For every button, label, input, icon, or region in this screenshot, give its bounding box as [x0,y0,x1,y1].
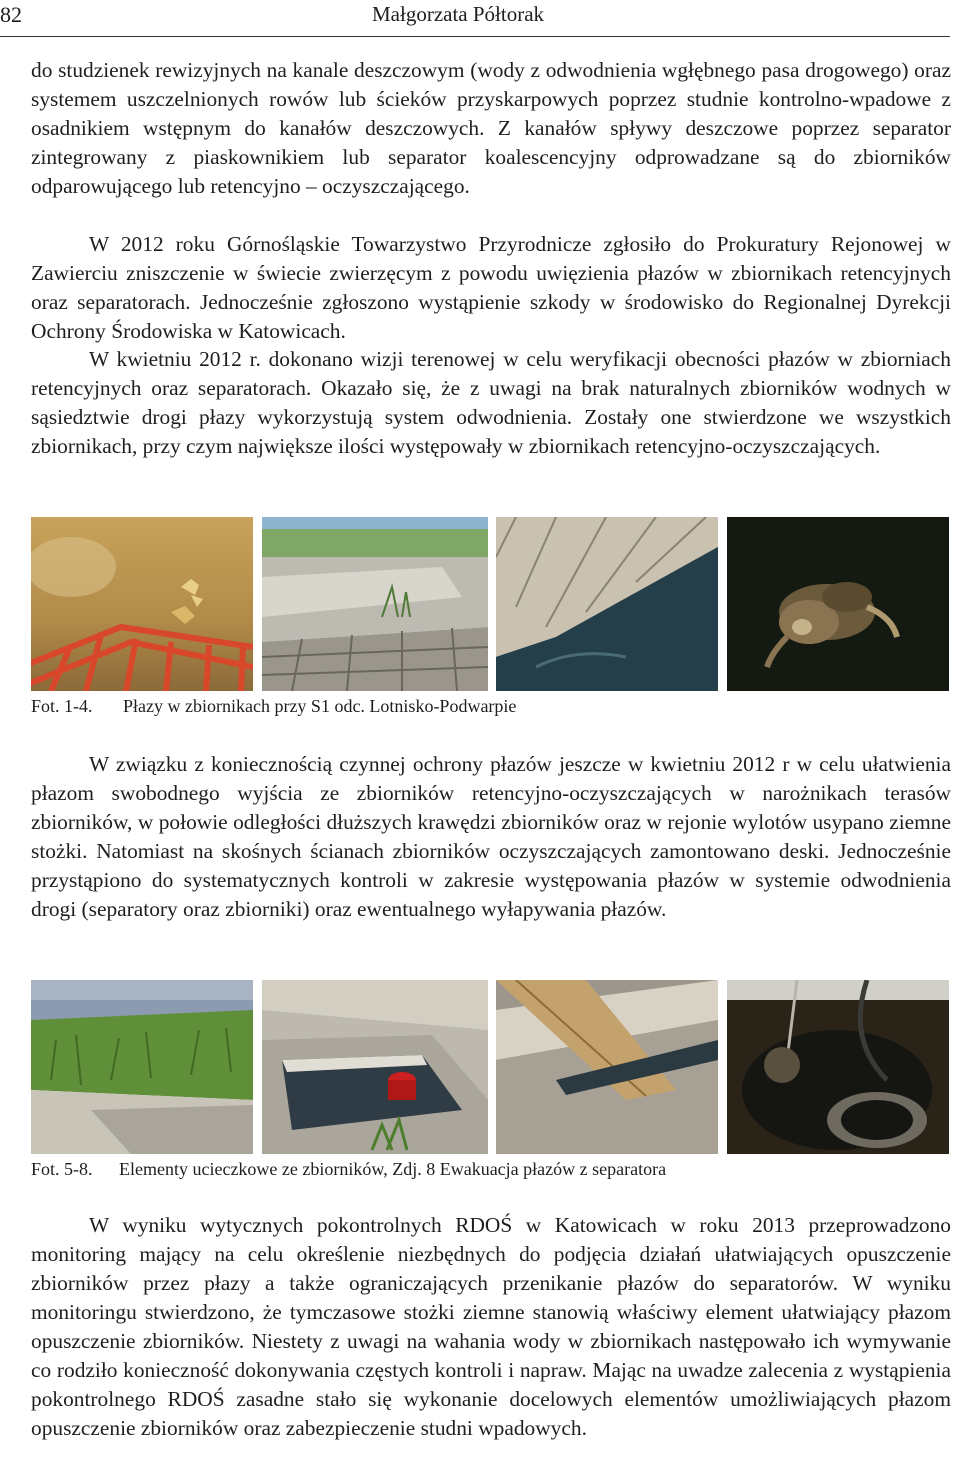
header-rule [0,36,950,37]
photo-8-separator-evacuation [727,980,949,1154]
photo-2-concrete-tank [262,517,488,691]
photo-3-tank-wall-water [496,517,718,691]
paragraph-4: W związku z koniecznością czynnej ochrony płazów jeszcze w kwietniu 2012 r w celu ułatwienia płazom swobodnego wyjścia ze zbiorników retencyjno-oczyszczających w narożnikach terasów zbiorników, w połowie odległości dłuższych krawędzi zbiorników oraz w rejonie wylotów usypano ziemne stożki. Natomiast na skośnych ścianach zbiorników oczyszczających zamontowano deski. Jednocześnie przystąpiono do systematycznych kontroli w zakresie występowania płazów w systemie odwodnienia drogi (separatory oraz zbiorniki) oraz ewentualnego wyłapywania płazów. [31,752,951,921]
page-number: 82 [0,2,22,27]
caption-2-text: Elementy ucieczkowe ze zbiorników, Zdj. 8 Ewakuacja płazów z separatora [119,1159,667,1179]
photo-5-earth-cone-tank [31,980,253,1154]
photo-6-tank-with-bucket [262,980,488,1154]
figure-caption-1 [31,696,516,717]
paragraph-1: do studzienek rewizyjnych na kanale deszczowym (wody z odwodnienia wgłębnego pasa drogowego) oraz systemem uszczelnionych rowów lub ścieków przyskarpowych poprzez studnie kontrolno-wpadowe z osadnikiem wstępnym do kanałów deszczowych. Z kanałów spływy deszczowe poprzez separator zintegrowany z piaskownikiem lub separator koalescencyjny odprowadzane są do zbiorników odparowującego lub retencyjno – oczyszczającego. [31,58,951,198]
photo-4-frogs-in-water [727,517,949,691]
paragraph-2: W 2012 roku Górnośląskie Towarzystwo Przyrodnicze zgłosiło do Prokuratury Rejonowej w Zawierciu zniszczenie w świecie zwierzęcym z powodu uwięzienia płazów w zbiornikach retencyjnych oraz separatorach. Jednocześnie zgłoszono wystąpienie szkody w środowisko do Regionalnej Dyrekcji Ochrony Środowiska w Katowicach. [31,232,951,343]
photo-7-wooden-plank-ramp [496,980,718,1154]
paragraph-5: W wyniku wytycznych pokontrolnych RDOŚ w Katowicach w roku 2013 przeprowadzono monitoring mający na celu określenie niezbędnych do podjęcia działań ułatwiających opuszczenie zbiorników przez płazy a także ograniczających przenikanie płazów do separatorów. W wyniku monitoringu stwierdzono, że tymczasowe stożki ziemne stanowią właściwy element ułatwiający płazom opuszczenie zbiorników. Niestety z uwagi na wahania wody w zbiornikach następowało ich wymywanie co rodziło konieczność dokonywania częstych kontroli i napraw. Mając na uwadze zalecenia z wystąpienia pokontrolnego RDOŚ zasadne stało się wykonanie docelowych elementów umożliwiających płazom opuszczenie zbiorników oraz zabezpieczenie studni wpadowych. [31,1213,951,1440]
caption-1-text: Płazy w zbiornikach przy S1 odc. Lotnisko-Podwarpie [123,696,517,716]
figure-caption-2 [31,1159,666,1180]
caption-2-label: Fot. 5-8. [31,1159,93,1179]
paragraph-3: W kwietniu 2012 r. dokonano wizji terenowej w celu weryfikacji obecności płazów w zbiorniach retencyjnych oraz separatorach. Okazało się, że z uwagi na brak naturalnych zbiorników wodnych w sąsiedztwie drogi płazy wykorzystują system odwodnienia. Zostały one stwierdzone we wszystkich zbiornikach, przy czym największe ilości występowały w zbiornikach retencyjno-oczyszczających. [31,347,951,458]
photo-1-amphibians-on-grate [31,517,253,691]
running-head-author: Małgorzata Półtorak [372,2,545,26]
caption-1-label: Fot. 1-4. [31,696,93,716]
